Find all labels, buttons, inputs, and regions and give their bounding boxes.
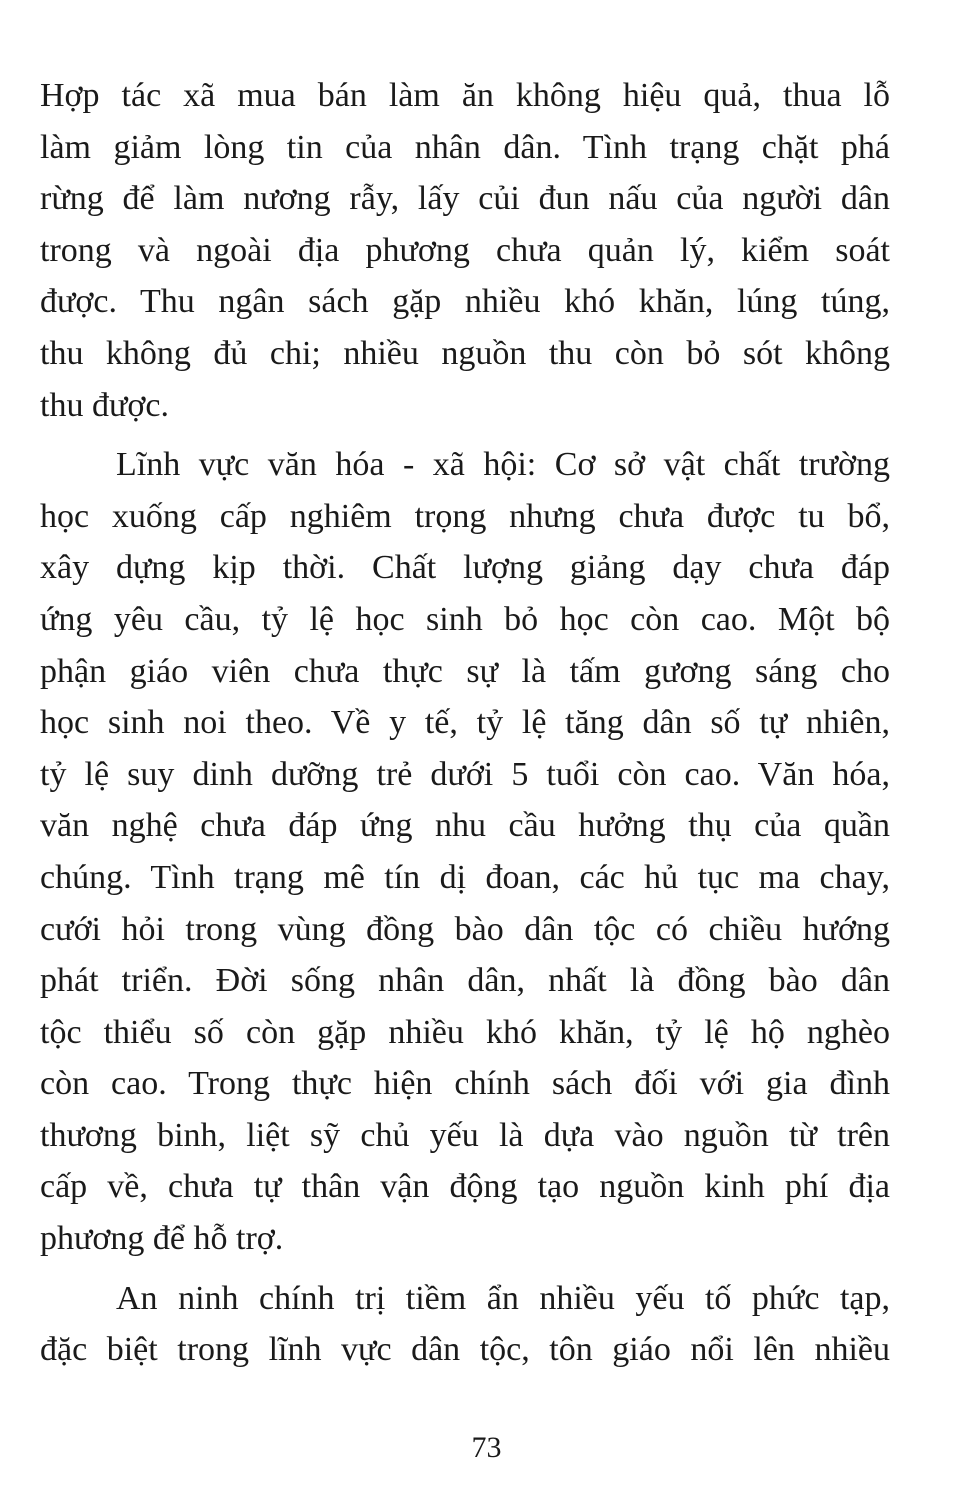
paragraph-gap — [40, 431, 890, 439]
text-line: phương để hỗ trợ. — [40, 1220, 284, 1258]
text-line: ứng yêu cầu, tỷ lệ học sinh bỏ học còn cao. Một bộ — [40, 600, 890, 638]
page-number: 73 — [471, 1431, 502, 1464]
text-line: văn nghệ chưa đáp ứng nhu cầu hưởng thụ của quần — [40, 807, 890, 845]
text-line: cấp về, chưa tự thân vận động tạo nguồn kinh phí địa — [40, 1168, 890, 1206]
text-line: An ninh chính trị tiềm ẩn nhiều yếu tố phức tạp, — [116, 1279, 890, 1317]
text-line: tỷ lệ suy dinh dưỡng trẻ dưới 5 tuổi còn cao. Văn hóa, — [40, 755, 890, 793]
text-line: Lĩnh vực văn hóa - xã hội: Cơ sở vật chất trường — [116, 446, 890, 484]
text-line: rừng để làm nương rẫy, lấy củi đun nấu của người dân — [40, 180, 890, 218]
text-line: xây dựng kịp thời. Chất lượng giảng dạy chưa đáp — [40, 549, 890, 587]
text-line: thu được. — [40, 386, 169, 424]
paragraph-gap — [40, 1265, 890, 1273]
text-line: còn cao. Trong thực hiện chính sách đối với gia đình — [40, 1065, 890, 1103]
text-line: Hợp tác xã mua bán làm ăn không hiệu quả, thua lỗ — [40, 77, 890, 114]
text-line: học xuống cấp nghiêm trọng nhưng chưa được tu bổ, — [40, 497, 890, 535]
text-line: cưới hỏi trong vùng đồng bào dân tộc có chiều hướng — [40, 910, 890, 948]
text-line: thương binh, liệt sỹ chủ yếu là dựa vào nguồn từ trên — [40, 1116, 890, 1154]
text-line: đặc biệt trong lĩnh vực dân tộc, tôn giáo nổi lên nhiều — [40, 1331, 890, 1369]
text-line: phận giáo viên chưa thực sự là tấm gương sáng cho — [40, 652, 890, 690]
body-text — [40, 70, 890, 1376]
text-line: thu không đủ chi; nhiều nguồn thu còn bỏ sót không — [40, 334, 890, 372]
text-line: trong và ngoài địa phương chưa quản lý, kiểm soát — [40, 231, 890, 269]
text-line: phát triển. Đời sống nhân dân, nhất là đồng bào dân — [40, 962, 890, 1000]
text-line: học sinh noi theo. Về y tế, tỷ lệ tăng dân số tự nhiên, — [40, 704, 890, 742]
text-line: làm giảm lòng tin của nhân dân. Tình trạng chặt phá — [40, 128, 890, 166]
text-line: chúng. Tình trạng mê tín dị đoan, các hủ tục ma chay, — [40, 858, 890, 896]
text-line: được. Thu ngân sách gặp nhiều khó khăn, lúng túng, — [40, 283, 890, 321]
text-line: tộc thiểu số còn gặp nhiều khó khăn, tỷ lệ hộ nghèo — [40, 1013, 890, 1051]
